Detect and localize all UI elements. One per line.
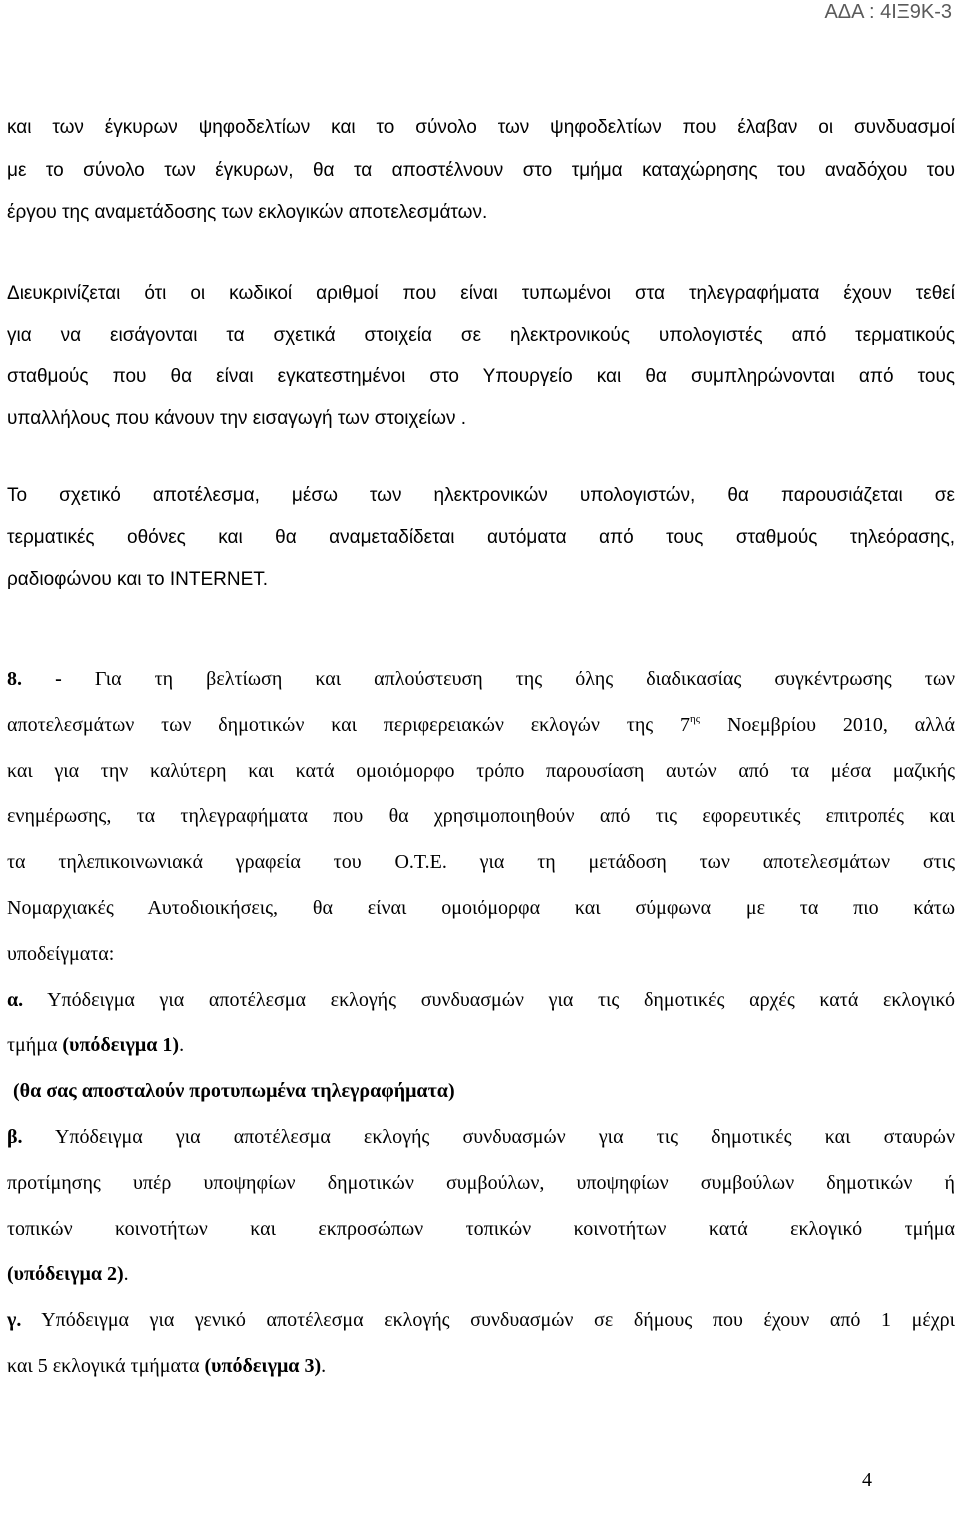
- paragraph-3: [7, 475, 955, 601]
- paragraph-line: με το σύνολο των έγκυρων, θα τα αποστέλνουν στο τμήμα καταχώρησης του αναδόχου του: [7, 159, 955, 181]
- sample-c-line: [7, 1344, 955, 1390]
- paragraph-line: και των έγκυρων ψηφοδελτίων και το σύνολο των ψηφοδελτίων που έλαβαν οι συνδυασμοί: [7, 117, 955, 138]
- section-text: Νοεμβρίου 2010, αλλά: [726, 713, 955, 736]
- telegram-note: (θα σας αποσταλούν προτυπωμένα τηλεγραφήματα): [13, 1080, 455, 1103]
- sample-b-line: [7, 1115, 955, 1161]
- sample-c-text: Υπόδειγμα για γενικό αποτέλεσμα εκλογής συνδυασμών σε δήμους που έχουν από 1 μέχρι: [41, 1309, 956, 1332]
- sample-a-line: [7, 1023, 955, 1069]
- sample-a-label: α.: [7, 988, 24, 1011]
- paragraph-line: Διευκρινίζεται ότι οι κωδικοί αριθμοί που είναι τυπωμένοι στα τηλεγραφήματα έχουν τεθεί: [7, 283, 955, 304]
- ordinal-superscript: ης: [690, 712, 701, 725]
- section-dash: -: [55, 668, 62, 690]
- sample-c-label: γ.: [7, 1309, 22, 1332]
- ada-code-header: ΑΔΑ : 4ΙΞ9Κ-3: [824, 1, 952, 23]
- sample-c-reference: (υπόδειγμα 3): [204, 1354, 322, 1377]
- sample-b-text: Υπόδειγμα για αποτέλεσμα εκλογής συνδυασμών για τις δημοτικές και σταυρών: [54, 1125, 955, 1148]
- paragraph-1: [7, 107, 955, 235]
- sample-c-end: .: [321, 1354, 327, 1377]
- paragraph-line: σταθμούς που θα είναι εγκατεστημένοι στο Υπουργείο και θα συμπληρώνονται από τους: [7, 366, 955, 387]
- paragraph-line: Το σχετικό αποτέλεσμα, μέσω των ηλεκτρονικών υπολογιστών, θα παρουσιάζεται σε: [7, 485, 955, 506]
- sample-b-label: β.: [7, 1125, 23, 1148]
- sample-b-end: .: [123, 1263, 129, 1286]
- sample-c-text: και 5 εκλογικά τμήματα: [7, 1354, 200, 1377]
- sample-a-reference: (υπόδειγμα 1): [62, 1034, 180, 1057]
- section-text: αποτελεσμάτων των δημοτικών και περιφερειακών εκλογών της 7: [7, 713, 691, 736]
- sample-a-line: [7, 978, 955, 1024]
- section-8-line: τα τηλεπικοινωνιακά γραφεία του Ο.Τ.Ε. για τη μετάδοση των αποτελεσμάτων στις: [7, 851, 955, 874]
- section-8: [7, 657, 955, 1390]
- section-8-line: Νομαρχιακές Αυτοδιοικήσεις, θα είναι ομοιόμορφα και σύμφωνα με τα πιο κάτω: [7, 896, 955, 919]
- sample-b-reference: (υπόδειγμα 2): [7, 1263, 124, 1286]
- section-8-line: υποδείγματα:: [7, 942, 115, 965]
- paragraph-line: υπαλλήλους που κάνουν την εισαγωγή των στοιχείων .: [7, 407, 467, 429]
- section-text: Για τη βελτίωση και απλούστευση της όλης διαδικασίας συγκέντρωσης των: [94, 668, 956, 690]
- sample-b-line: προτίμησης υπέρ υποψηφίων δημοτικών συμβούλων, υποψηφίων συμβούλων δημοτικών ή: [7, 1171, 955, 1194]
- paragraph-line: ραδιοφώνου και το INTERNET.: [7, 569, 269, 590]
- paragraph-line: έργου της αναμετάδοσης των εκλογικών αποτελεσμάτων.: [7, 202, 488, 223]
- section-8-line: [7, 703, 955, 749]
- sample-a-text: Υπόδειγμα για αποτέλεσμα εκλογής συνδυασμών για τις δημοτικές αρχές κατά εκλογικό: [47, 988, 955, 1011]
- sample-b-line: [7, 1252, 955, 1298]
- paragraph-line: για να εισάγονται τα σχετικά στοιχεία σε ηλεκτρονικούς υπολογιστές από τερματικούς: [7, 324, 955, 346]
- section-8-line: [7, 657, 955, 703]
- sample-a-end: .: [179, 1034, 185, 1057]
- sample-a-text: τμήμα: [7, 1034, 58, 1057]
- sample-b-line: τοπικών κοινοτήτων και εκπροσώπων τοπικών κοινοτήτων κατά εκλογικό τμήμα: [7, 1217, 955, 1240]
- section-8-line: ενημέρωσης, τα τηλεγραφήματα που θα χρησιμοποιηθούν από τις εφορευτικές επιτροπές και: [7, 805, 955, 828]
- paragraph-line: τερματικές οθόνες και θα αναμεταδίδεται αυτόματα από τους σταθμούς τηλεόρασης,: [7, 527, 955, 548]
- sample-c-line: [7, 1298, 955, 1344]
- paragraph-2: [7, 273, 955, 439]
- section-8-line: και για την καλύτερη και κατά ομοιόμορφο τρόπο παρουσίαση αυτών από τα μέσα μαζικής: [7, 759, 955, 782]
- section-number: 8.: [7, 668, 22, 690]
- page-number: 4: [862, 1469, 872, 1491]
